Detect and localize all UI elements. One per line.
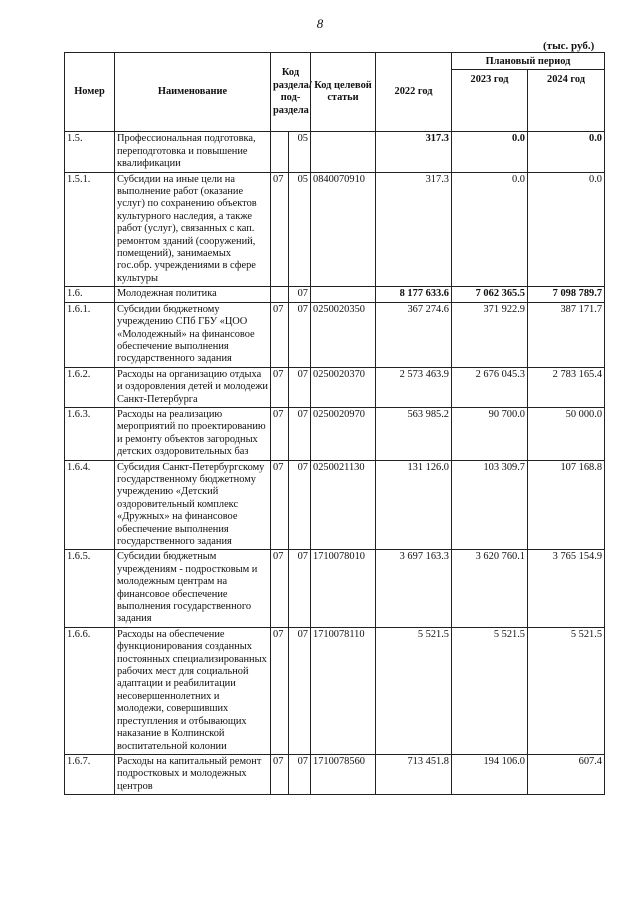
row-number: 1.5.1. [65, 172, 115, 287]
row-2023: 7 062 365.5 [452, 287, 528, 302]
row-target-code: 1710078560 [311, 754, 376, 794]
row-section: 07 [271, 754, 289, 794]
table-row [65, 302, 605, 367]
row-name: Субсидии бюджетному учреждению СПб ГБУ «ЦОО «Молодежный» на финансовое обеспечение выполнения государственного задания [115, 302, 271, 367]
row-target-code: 0250020970 [311, 407, 376, 460]
row-2023: 371 922.9 [452, 302, 528, 367]
row-2023: 5 521.5 [452, 627, 528, 754]
row-target-code: 0840070910 [311, 172, 376, 287]
row-2022: 8 177 633.6 [376, 287, 452, 302]
table-row [65, 172, 605, 287]
row-number: 1.6.3. [65, 407, 115, 460]
row-target-code [311, 132, 376, 172]
row-number: 1.6. [65, 287, 115, 302]
row-name: Расходы на обеспечение функционирования созданных постоянных специализированных рабочих мест для социальной адаптации и реабилитации несовершеннолетних и молодежи, совершивших преступления и отбывающих наказание в Колпинской воспитательной колонии [115, 627, 271, 754]
row-2024: 7 098 789.7 [528, 287, 605, 302]
row-number: 1.6.7. [65, 754, 115, 794]
row-name: Расходы на капитальный ремонт подростковых и молодежных центров [115, 754, 271, 794]
row-2022: 3 697 163.3 [376, 550, 452, 627]
header-number: Номер [65, 53, 115, 132]
row-subsection: 05 [289, 172, 311, 287]
row-target-code: 1710078010 [311, 550, 376, 627]
row-2024: 2 783 165.4 [528, 367, 605, 407]
row-2024: 607.4 [528, 754, 605, 794]
row-section: 07 [271, 627, 289, 754]
table-row [65, 132, 605, 172]
row-2023: 194 106.0 [452, 754, 528, 794]
row-number: 1.6.2. [65, 367, 115, 407]
row-2023: 90 700.0 [452, 407, 528, 460]
row-name: Профессиональная подготовка, переподготовка и повышение квалификации [115, 132, 271, 172]
row-subsection: 07 [289, 627, 311, 754]
header-2022: 2022 год [376, 53, 452, 132]
row-section: 07 [271, 407, 289, 460]
row-2023: 0.0 [452, 132, 528, 172]
row-2022: 563 985.2 [376, 407, 452, 460]
row-2024: 0.0 [528, 132, 605, 172]
row-2023: 103 309.7 [452, 460, 528, 550]
row-2022: 367 274.6 [376, 302, 452, 367]
units-label: (тыс. руб.) [543, 40, 595, 52]
header-name: Наименование [115, 53, 271, 132]
row-2024: 107 168.8 [528, 460, 605, 550]
row-2023: 0.0 [452, 172, 528, 287]
row-name: Субсидии бюджетным учреждениям - подростковым и молодежным центрам на финансовое обеспечение выполнения государственного задания [115, 550, 271, 627]
row-2024: 387 171.7 [528, 302, 605, 367]
row-2024: 3 765 154.9 [528, 550, 605, 627]
row-number: 1.6.6. [65, 627, 115, 754]
row-section: 07 [271, 367, 289, 407]
row-2024: 50 000.0 [528, 407, 605, 460]
row-section: 07 [271, 302, 289, 367]
row-subsection: 07 [289, 460, 311, 550]
row-target-code: 0250020370 [311, 367, 376, 407]
header-section-code: Код раздела/ под- раздела [271, 53, 311, 132]
row-number: 1.6.4. [65, 460, 115, 550]
table-row [65, 367, 605, 407]
row-subsection: 07 [289, 550, 311, 627]
row-name: Расходы на организацию отдыха и оздоровления детей и молодежи Санкт-Петербурга [115, 367, 271, 407]
page-number: 8 [316, 16, 324, 31]
table-row [65, 287, 605, 302]
row-2023: 2 676 045.3 [452, 367, 528, 407]
row-subsection: 07 [289, 367, 311, 407]
row-target-code: 0250021130 [311, 460, 376, 550]
row-2022: 5 521.5 [376, 627, 452, 754]
row-target-code: 0250020350 [311, 302, 376, 367]
row-2022: 317.3 [376, 132, 452, 172]
row-subsection: 05 [289, 132, 311, 172]
row-subsection: 07 [289, 407, 311, 460]
row-2023: 3 620 760.1 [452, 550, 528, 627]
row-name: Расходы на реализацию мероприятий по проектированию и ремонту объектов загородных детских оздоровительных баз [115, 407, 271, 460]
row-name: Субсидии на иные цели на выполнение работ (оказание услуг) по сохранению объектов культурного наследия, а также работ (услуг), связанных с кап. ремонтом зданий (сооружений, помещений), занимаемых гос.обр. учреждениями в сфере культуры [115, 172, 271, 287]
table-row [65, 754, 605, 794]
header-planning-period: Плановый период [452, 53, 605, 70]
table-row [65, 407, 605, 460]
budget-table [64, 52, 605, 795]
row-subsection: 07 [289, 302, 311, 367]
row-section: 07 [271, 460, 289, 550]
table-row [65, 627, 605, 754]
row-subsection: 07 [289, 754, 311, 794]
row-2022: 131 126.0 [376, 460, 452, 550]
row-2022: 317.3 [376, 172, 452, 287]
row-section [271, 132, 289, 172]
row-target-code: 1710078110 [311, 627, 376, 754]
row-2024: 5 521.5 [528, 627, 605, 754]
row-number: 1.6.1. [65, 302, 115, 367]
table-row [65, 550, 605, 627]
row-section: 07 [271, 172, 289, 287]
row-2022: 2 573 463.9 [376, 367, 452, 407]
row-name: Молодежная политика [115, 287, 271, 302]
header-target-code: Код целевой статьи [311, 53, 376, 132]
row-2024: 0.0 [528, 172, 605, 287]
row-subsection: 07 [289, 287, 311, 302]
row-target-code [311, 287, 376, 302]
row-name: Субсидия Санкт-Петербургскому государственному бюджетному учреждению «Детский оздоровительный комплекс «Дружных» на финансовое обеспечение выполнения государственного задания [115, 460, 271, 550]
row-section [271, 287, 289, 302]
row-number: 1.6.5. [65, 550, 115, 627]
row-section: 07 [271, 550, 289, 627]
row-number: 1.5. [65, 132, 115, 172]
row-2022: 713 451.8 [376, 754, 452, 794]
table-row [65, 460, 605, 550]
header-2023: 2023 год [452, 70, 528, 132]
header-2024: 2024 год [528, 70, 605, 132]
